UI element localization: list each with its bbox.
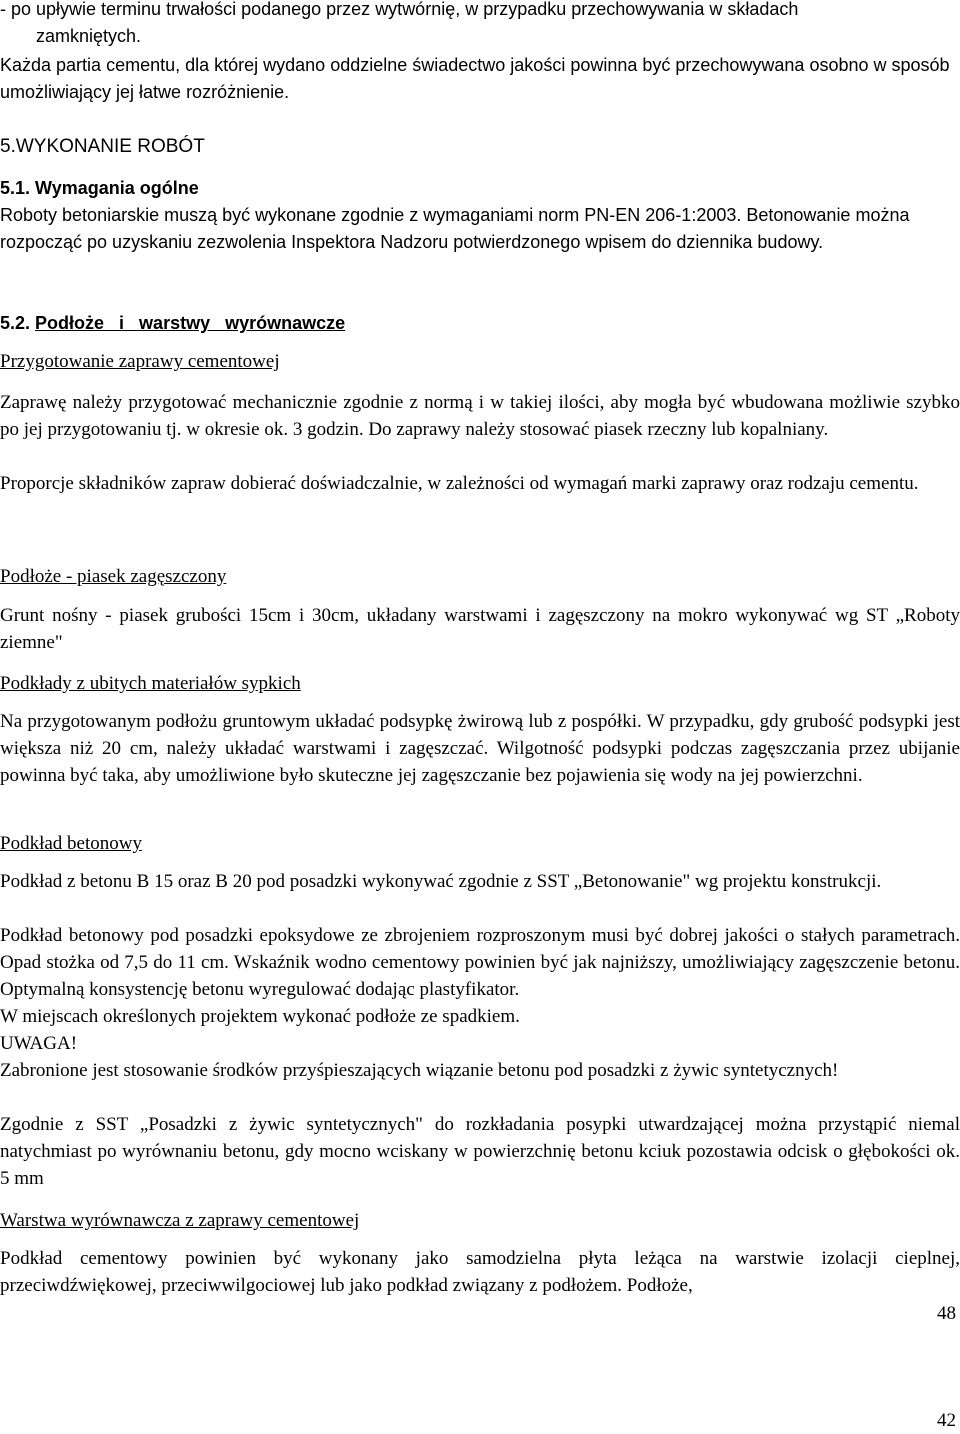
paragraph-betonowy-3: W miejscach określonych projektem wykonać podłoże ze spadkiem. [0, 1006, 520, 1027]
paragraph-podklady: Na przygotowanym podłożu gruntowym układać podsypkę żwirową lub z pospółki. W przypadku, gdy grubość podsypki jest większa niż 20 cm, należy układać warstwami i zagęszczać. Wilgotność podsypki podczas zagęszczania przez ubijanie powinna być taka, aby umożliwione było skuteczne jej zagęszczanie bez pojawienia się wody na jej powierzchni. [0, 711, 960, 786]
section-heading-5-1-text: 5.1. Wymagania ogólne [0, 178, 199, 198]
section-heading-5-2-number: 5.2. [0, 313, 31, 333]
section-heading-5-2 [0, 310, 960, 337]
subheading-podklad-betonowy: Podkład betonowy [0, 833, 142, 854]
section-heading-5-2-title: Podłoże i warstwy wyrównawcze [35, 313, 346, 333]
paragraph-zaprawa-2: Proporcje składników zapraw dobierać doświadczalnie, w zależności od wymagań marki zaprawy oraz rodzaju cementu. [0, 473, 919, 494]
storage-condition-line: - po upływie terminu trwałości podanego przez wytwórnię, w przypadku przechowywania w składach [0, 0, 799, 19]
storage-paragraph: Każda partia cementu, dla której wydano oddzielne świadectwo jakości powinna być przechowywana osobno w sposób umożliwiający jej łatwe rozróżnienie. [0, 55, 950, 102]
subheading-warstwa: Warstwa wyrównawcza z zaprawy cementowej [0, 1210, 360, 1231]
paragraph-uwaga-1: Zabronione jest stosowanie środków przyśpieszających wiązanie betonu pod posadzki z żywic syntetycznych! [0, 1060, 839, 1081]
subheading-podloze-piasek: Podłoże - piasek zagęszczony [0, 566, 227, 587]
section-heading-5-1 [0, 175, 960, 202]
subheading-podklady: Podkłady z ubitych materiałów sypkich [0, 673, 301, 694]
paragraph-betonowy-1: Podkład z betonu B 15 oraz B 20 pod posadzki wykonywać zgodnie z SST „Betonowanie" wg projektu konstrukcji. [0, 871, 882, 892]
paragraph-uwaga-2: Zgodnie z SST „Posadzki z żywic syntetycznych" do rozkładania posypki utwardzającej można przystąpić niemal natychmiast po wyrównaniu betonu, gdy mocno wciskany w powierzchnię betonu kciuk pozostawia odcisk o głębokości ok. 5 mm [0, 1114, 960, 1189]
subheading-przygotowanie: Przygotowanie zaprawy cementowej [0, 351, 280, 372]
storage-condition-continuation: zamkniętych. [36, 26, 142, 46]
paragraph-zaprawa-1: Zaprawę należy przygotować mechanicznie zgodnie z normą i w takiej ilości, aby mogła być wbudowana możliwie szybko po jej przygotowaniu tj. w okresie ok. 3 godzin. Do zaprawy należy stosować piasek rzeczny lub kopalniany. [0, 392, 960, 440]
paragraph-betonowy-2: Podkład betonowy pod posadzki epoksydowe ze zbrojeniem rozproszonym musi być dobrej jakości o stałych parametrach. Opad stożka od 7,5 do 11 cm. Wskaźnik wodno cementowy powinien być jak najniższy, umożliwiający zagęszczenie betonu. Optymalną konsystencję betonu wyregulować dodając plastyfikator. [0, 925, 960, 1000]
paragraph-warstwa: Podkład cementowy powinien być wykonany jako samodzielna płyta leżąca na warstwie izolacji cieplnej, przeciwdźwiękowej, przeciwwilgociowej lub jako podkład związany z podłożem. Podłoże, [0, 1248, 960, 1296]
page-number-outer: 42 [937, 1410, 956, 1431]
section-heading-5: 5.WYKONANIE ROBÓT [0, 136, 205, 157]
page-number-inner: 48 [937, 1303, 956, 1324]
uwaga-label: UWAGA! [0, 1033, 78, 1054]
paragraph-5-1: Roboty betoniarskie muszą być wykonane zgodnie z wymaganiami norm PN-EN 206-1:2003. Betonowanie można rozpocząć po uzyskaniu zezwolenia Inspektora Nadzoru potwierdzonego wpisem do dziennika budowy. [0, 205, 910, 252]
paragraph-grunt: Grunt nośny - piasek grubości 15cm i 30cm, układany warstwami i zagęszczony na mokro wykonywać wg ST „Roboty ziemne" [0, 605, 960, 653]
